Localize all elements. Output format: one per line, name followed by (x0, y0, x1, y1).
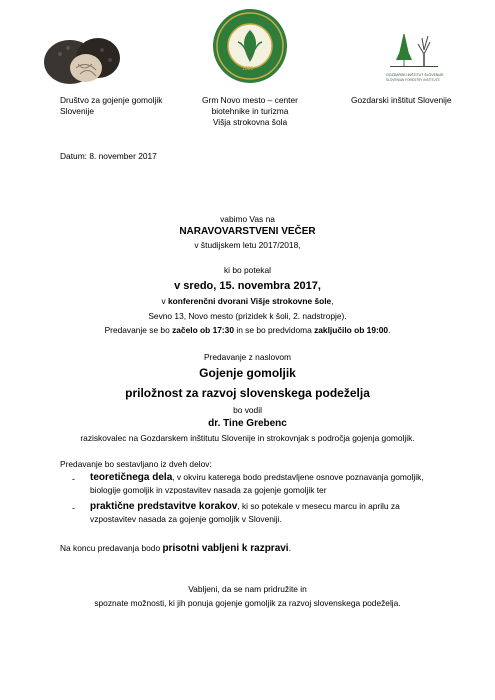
speaker-desc: raziskovalec na Gozdarskem inštitutu Slovenije in strokovnjak s področja gojenja gomoljik. (80, 433, 415, 443)
lecture-intro: Predavanje z naslovom (203, 352, 292, 362)
outro-line2: spoznate možnosti, ki jih ponuja gojenje gomoljik za razvoj slovenskega podeželja. (94, 598, 401, 608)
part-2-line2: vzpostavitev nasada za gojenje gomoljik v Sloveniji. (90, 514, 282, 524)
event-location (0, 296, 495, 307)
org-left-line1: Društvo za gojenje gomoljik (60, 95, 163, 105)
event-date: v sredo, 15. novembra 2017, (174, 280, 321, 292)
discussion-post: . (288, 543, 291, 553)
discussion (60, 543, 291, 554)
event-time (0, 325, 495, 336)
invite-line3: v študijskem letu 2017/2018, (194, 240, 301, 250)
lecture-title-2: priložnost za razvoj slovenskega podeželja (125, 386, 370, 400)
invite-line4: ki bo potekal (223, 265, 272, 275)
location-venue: konferenčni dvorani Višje strokovne šole (167, 296, 332, 306)
time-start: začelo ob 17:30 (172, 325, 234, 335)
part-1-rest: , v okviru katerega bodo predstavljene osnove poznavanja gomoljik, (172, 472, 424, 482)
lecture-by: bo vodil (233, 405, 262, 415)
invite-line1: vabimo Vas na (220, 214, 275, 224)
time-part1: Predavanje se bo (104, 325, 173, 335)
discussion-pre: Na koncu predavanja bodo (60, 543, 163, 553)
org-center-line3: Višja strokovna šola (212, 117, 288, 127)
part-1-line2: biologije gomoljik in vzpostavitev nasada za gojenje gomoljik ter (90, 485, 327, 495)
part-2-rest: , ki so potekale v mesecu marcu in aprilu za (237, 501, 400, 511)
part-1 (90, 471, 424, 497)
event-title: NARAVOVARSTVENI VEČER (179, 226, 316, 237)
speaker-name: dr. Tine Grebenc (208, 418, 287, 429)
gis-logo-line2: SLOVENIAN FORESTRY INSTITUTE (386, 78, 440, 82)
truffle-logo (40, 28, 122, 88)
org-left (60, 95, 162, 117)
event-address: Sevno 13, Novo mesto (prizidek k šoli, 2. nadstropje). (148, 311, 347, 321)
org-right: Gozdarski inštitut Slovenije (351, 95, 452, 105)
time-part3: in se bo predvidoma (234, 325, 315, 335)
time-part5: . (388, 325, 391, 335)
org-left-line2: Slovenije (60, 106, 94, 116)
school-seal-logo (212, 8, 288, 84)
parts-intro: Predavanje bo sestavljano iz dveh delov: (60, 459, 212, 469)
location-post: , (331, 296, 334, 306)
lecture-title-1: Gojenje gomoljik (199, 366, 296, 380)
org-center-line1: Grm Novo mesto – center (202, 95, 298, 105)
seal-year: 1886 (242, 66, 254, 72)
part-2-bold: praktične predstavitve korakov (90, 501, 238, 512)
gis-tree-logo (386, 30, 442, 80)
org-center-line2: biotehnike in turizma (211, 106, 289, 116)
part-2 (90, 500, 400, 526)
time-end: zaključilo ob 19:00 (314, 325, 389, 335)
location-pre: v (161, 296, 168, 306)
date: Datum: 8. november 2017 (60, 151, 157, 161)
discussion-bold: prisotni vabljeni k razpravi (162, 543, 289, 554)
bullet-2: - (72, 503, 75, 513)
gis-logo-line1: GOZDARSKI INŠTITUT SLOVENIJE (386, 73, 444, 77)
org-center (190, 95, 310, 128)
part-1-bold: teoretičnega dela (90, 472, 173, 483)
bullet-1: - (72, 474, 75, 484)
outro-line1: Vabljeni, da se nam pridružite in (188, 584, 307, 594)
